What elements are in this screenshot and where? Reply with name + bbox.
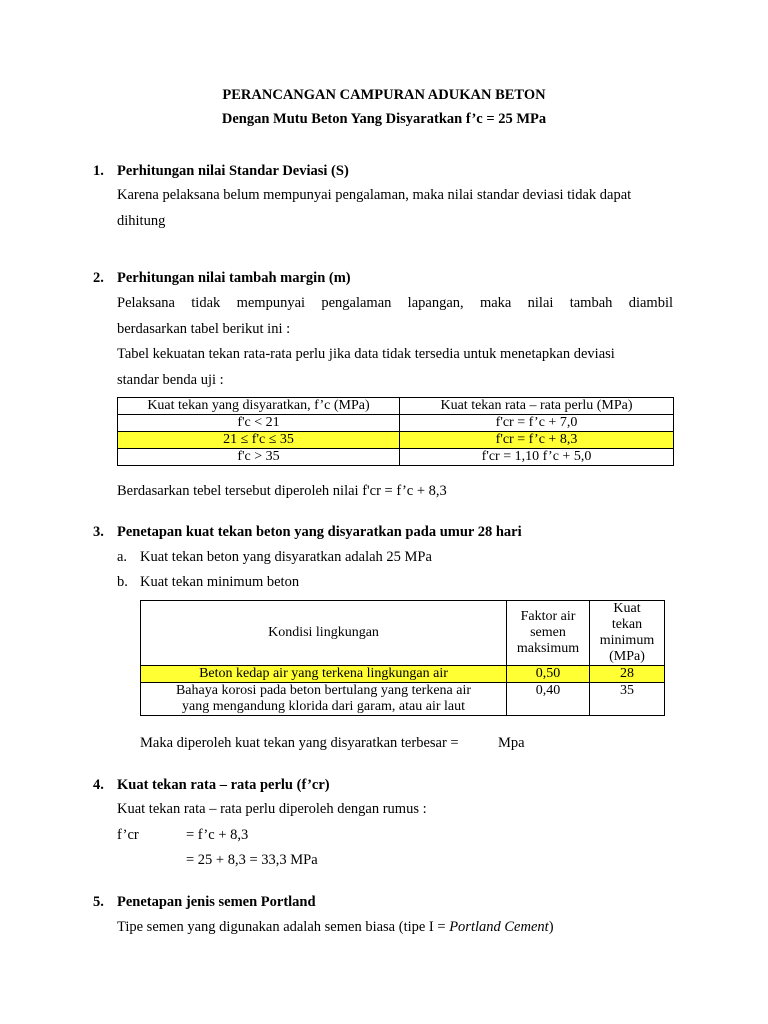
margin-table — [117, 397, 674, 466]
section-2-table-caption-line2: standar benda uji : — [117, 372, 224, 388]
table-cell: 21 ≤ f'c ≤ 35 — [118, 432, 400, 449]
table-cell: f'c < 21 — [118, 415, 400, 432]
header-line: Faktor air — [520, 609, 576, 624]
section-4-number: 4. — [93, 777, 104, 793]
section-1-text-line1: Karena pelaksana belum mempunyai pengalaman, maka nilai standar deviasi tidak dapat — [117, 187, 632, 203]
section-3-number: 3. — [93, 524, 104, 540]
table-cell: f'c > 35 — [118, 449, 400, 466]
section-5-text-after: ) — [548, 919, 554, 935]
table-cell: 0,40 — [507, 683, 590, 716]
header-line: Kuat — [613, 601, 641, 616]
table-row — [118, 415, 674, 432]
section-5-heading: Penetapan jenis semen Portland — [117, 894, 316, 910]
table-cell — [141, 683, 507, 716]
item-b-label: b. — [117, 574, 128, 590]
table-row — [141, 683, 665, 716]
header-line: tekan — [611, 617, 643, 632]
section-1-number: 1. — [93, 163, 104, 179]
section-5-text-italic: Portland Cement — [449, 919, 549, 935]
table-header-cell — [590, 601, 665, 666]
section-2-paragraph-line1: Pelaksana tidak mempunyai pengalaman lapangan, maka nilai tambah diambil — [117, 295, 673, 311]
environment-table — [140, 600, 665, 716]
table-header-row — [141, 601, 665, 666]
section-3-result-unit: Mpa — [498, 735, 525, 751]
item-a-text: Kuat tekan beton yang disyaratkan adalah 25 MPa — [140, 549, 432, 565]
document-subtitle: Dengan Mutu Beton Yang Disyaratkan f’c = 25 MPa — [221, 111, 547, 127]
table-cell: 28 — [590, 666, 665, 683]
table-cell: f'cr = f’c + 8,3 — [400, 432, 674, 449]
formula-line-1: = f’c + 8,3 — [186, 827, 249, 843]
table-cell: f'cr = f’c + 7,0 — [400, 415, 674, 432]
section-4-heading: Kuat tekan rata – rata perlu (f’cr) — [117, 777, 330, 793]
cell-line: yang mengandung klorida dari garam, atau air laut — [181, 699, 465, 714]
section-5-number: 5. — [93, 894, 104, 910]
section-1-heading: Perhitungan nilai Standar Deviasi (S) — [117, 163, 349, 179]
cell-line: Bahaya korosi pada beton bertulang yang terkena air — [175, 683, 472, 698]
table-header-cell — [507, 601, 590, 666]
header-line: (MPa) — [609, 649, 645, 664]
table-header-cell: Kuat tekan rata – rata perlu (MPa) — [400, 398, 674, 415]
section-4-text: Kuat tekan rata – rata perlu diperoleh dengan rumus : — [117, 801, 427, 817]
table-cell: 35 — [590, 683, 665, 716]
header-line: maksimum — [516, 641, 580, 656]
table-header-cell: Kondisi lingkungan — [141, 601, 507, 666]
table-row — [118, 449, 674, 466]
formula-variable: f’cr — [117, 827, 139, 843]
table-row-highlighted — [118, 432, 674, 449]
section-5-text — [117, 919, 554, 936]
section-3-result: Maka diperoleh kuat tekan yang disyaratkan terbesar = — [140, 735, 459, 751]
formula-line-2: = 25 + 8,3 = 33,3 MPa — [186, 852, 318, 868]
item-b-text: Kuat tekan minimum beton — [140, 574, 300, 590]
section-5-text-before: Tipe semen yang digunakan adalah semen biasa (tipe I = — [117, 919, 450, 935]
section-2-table-caption-line1: Tabel kekuatan tekan rata-rata perlu jika data tidak tersedia untuk menetapkan deviasi — [117, 346, 615, 362]
table-row-highlighted — [141, 666, 665, 683]
section-3-heading: Penetapan kuat tekan beton yang disyaratkan pada umur 28 hari — [117, 524, 522, 540]
section-2-paragraph-line2: berdasarkan tabel berikut ini : — [117, 321, 291, 337]
table-cell: f'cr = 1,10 f’c + 5,0 — [400, 449, 674, 466]
section-2-conclusion: Berdasarkan tebel tersebut diperoleh nilai f'cr = f’c + 8,3 — [117, 483, 447, 499]
document-title: PERANCANGAN CAMPURAN ADUKAN BETON — [222, 87, 546, 103]
table-header-cell: Kuat tekan yang disyaratkan, f’c (MPa) — [118, 398, 400, 415]
item-a-label: a. — [117, 549, 128, 565]
section-1-text-line2: dihitung — [117, 213, 166, 229]
table-cell: 0,50 — [507, 666, 590, 683]
table-header-row — [118, 398, 674, 415]
header-line: semen — [530, 625, 566, 640]
section-2-heading: Perhitungan nilai tambah margin (m) — [117, 270, 351, 286]
section-2-number: 2. — [93, 270, 104, 286]
table-cell: Beton kedap air yang terkena lingkungan air — [141, 666, 507, 683]
header-line: minimum — [599, 633, 655, 648]
